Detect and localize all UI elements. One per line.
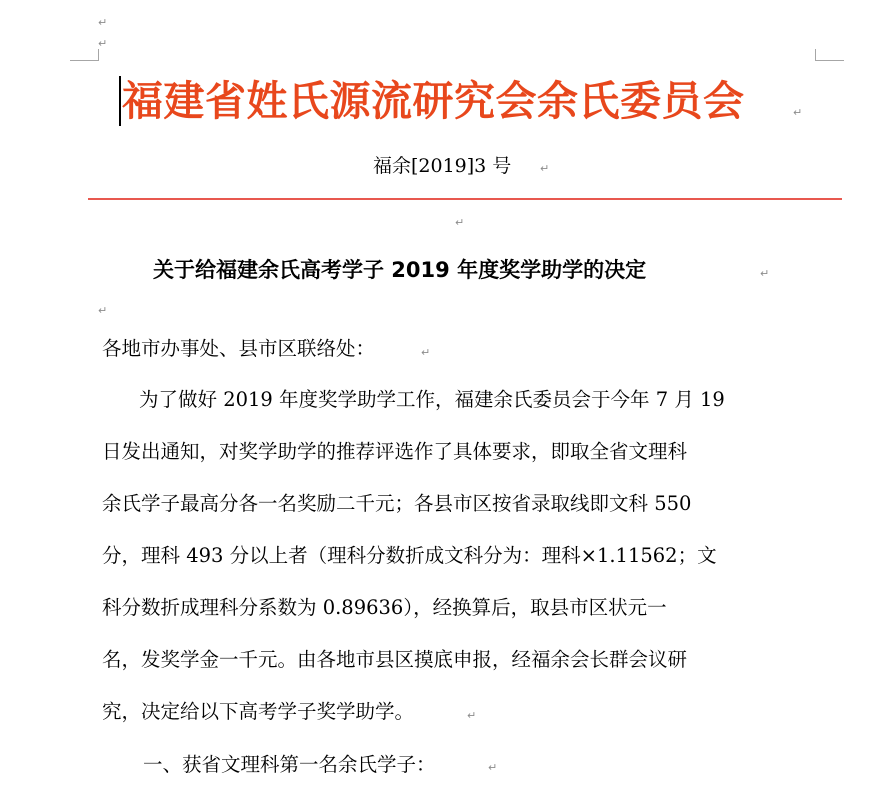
paragraph-mark-icon: ↵ [455,216,465,229]
paragraph-mark-icon: ↵ [98,37,108,50]
text-cursor [119,76,121,126]
paragraph-mark-icon: ↵ [98,16,108,29]
salutation[interactable]: 各地市办事处、县市区联络处： [102,337,376,360]
document-number[interactable]: 福余[2019]3 号 [373,155,512,177]
crop-mark-left [70,49,99,61]
paragraph-mark-icon: ↵ [467,709,477,722]
crop-mark-right [815,49,844,61]
red-divider-line [88,198,842,200]
organization-title[interactable]: 福建省姓氏源流研究会余氏委员会 [122,77,745,125]
paragraph-mark-icon: ↵ [98,304,108,317]
body-line[interactable]: 名，发奖学金一千元。由各地市县区摸底申报，经福余会长群会议研 [102,648,688,671]
body-line[interactable]: 科分数折成理科分系数为 0.89636），经换算后，取县市区状元一 [102,596,667,619]
paragraph-mark-icon: ↵ [793,106,803,119]
paragraph-mark-icon: ↵ [760,267,770,280]
body-line[interactable]: 究，决定给以下高考学子奖学助学。 [102,700,415,723]
section-heading[interactable]: 一、获省文理科第一名余氏学子： [143,753,436,776]
paragraph-mark-icon: ↵ [488,761,498,774]
body-line[interactable]: 为了做好 2019 年度奖学助学工作，福建余氏委员会于今年 7 月 19 [139,388,725,411]
body-line[interactable]: 余氏学子最高分各一名奖励二千元；各县市区按省录取线即文科 550 [102,492,692,515]
body-line[interactable]: 日发出通知，对奖学助学的推荐评选作了具体要求，即取全省文理科 [102,440,688,463]
paragraph-mark-icon: ↵ [421,346,431,359]
body-line[interactable]: 分，理科 493 分以上者（理科分数折成文科分为：理科×1.11562；文 [102,544,717,567]
document-heading[interactable]: 关于给福建余氏高考学子 2019 年度奖学助学的决定 [153,258,647,282]
paragraph-mark-icon: ↵ [540,162,550,175]
